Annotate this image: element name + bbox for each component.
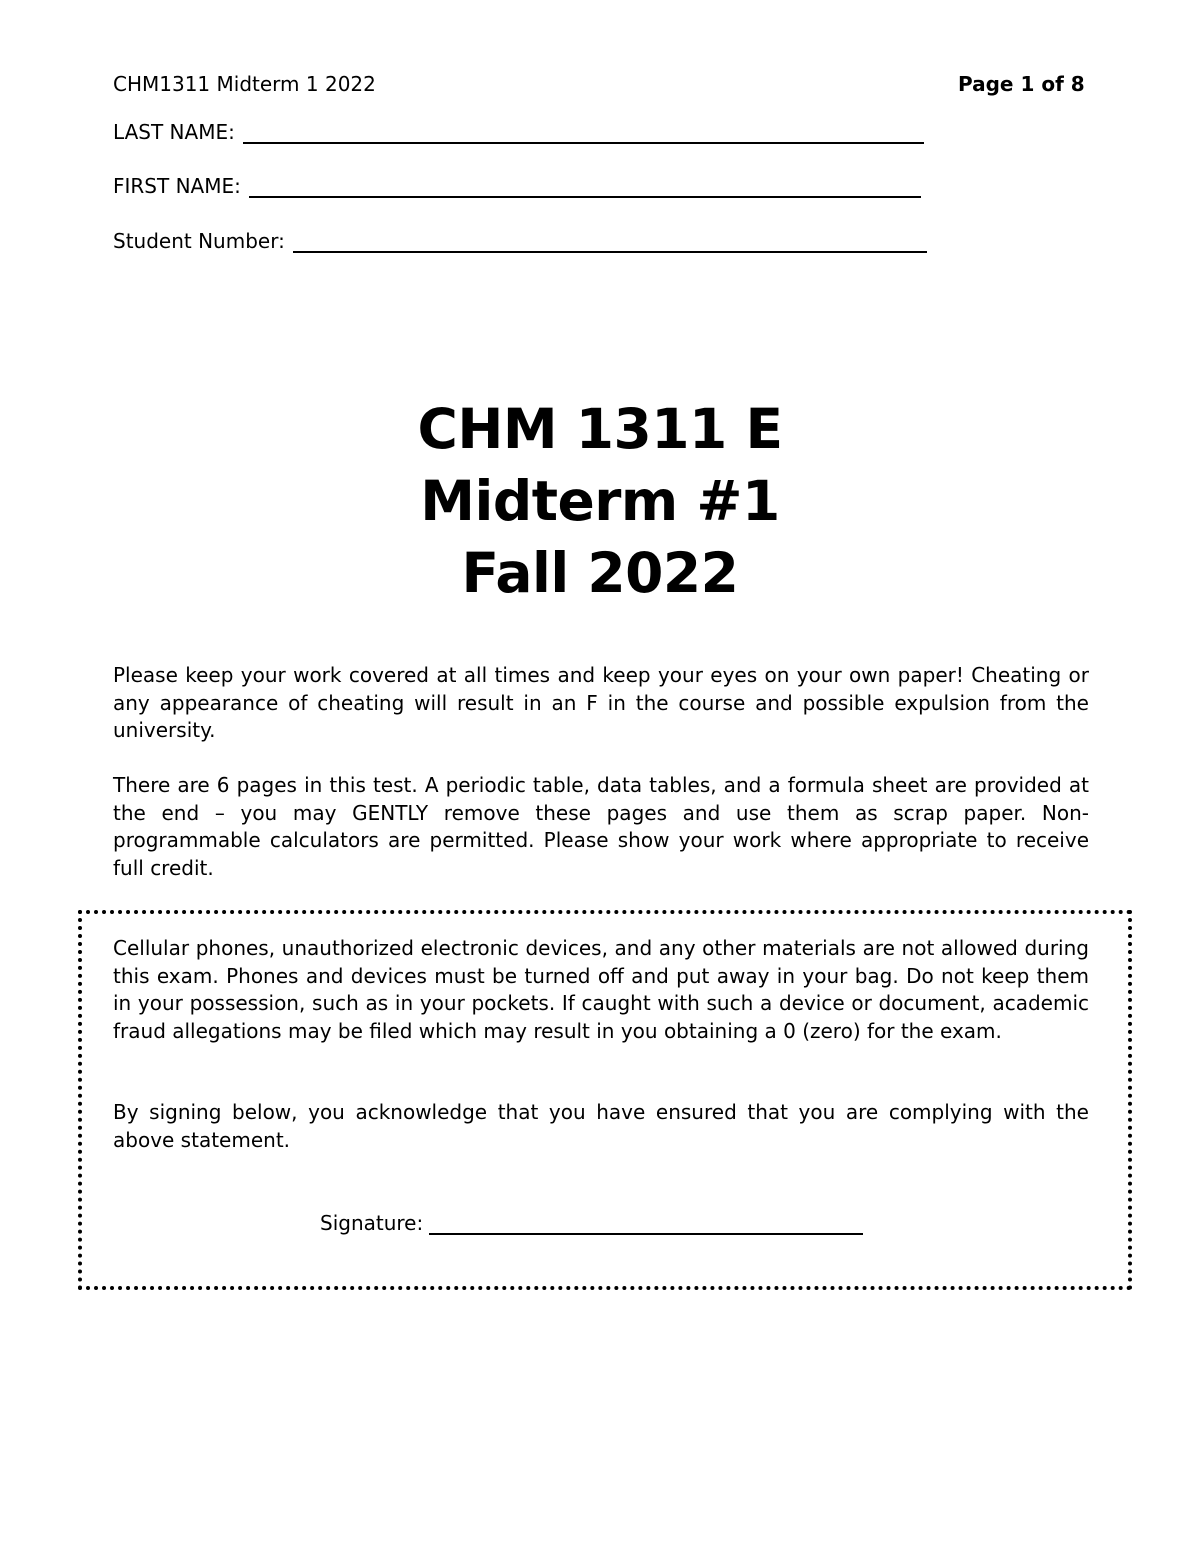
notice-paragraph-2: By signing below, you acknowledge that you have ensured that you are complying with the above statement. bbox=[113, 1100, 1089, 1152]
notice-paragraph-1: Cellular phones, unauthorized electronic devices, and any other materials are not allowed during this exam. Phones and devices must be turned off and put away in your bag. Do not keep them in your possession, such as in your pockets. If caught with such a device or document, academic fraud allegations may be filed which may result in you obtaining a 0 (zero) for the exam. bbox=[113, 936, 1089, 1043]
signature-line[interactable] bbox=[429, 1209, 863, 1235]
first-name-line[interactable] bbox=[249, 172, 921, 198]
instructions-paragraph-1: Please keep your work covered at all times and keep your eyes on your own paper! Cheating or any appearance of cheating will result in an F in the course and possible expulsion from the university. bbox=[113, 663, 1089, 742]
first-name-label: FIRST NAME: bbox=[113, 174, 241, 198]
student-number-line[interactable] bbox=[293, 227, 927, 253]
last-name-line[interactable] bbox=[243, 118, 924, 144]
title-term: Fall 2022 bbox=[461, 541, 739, 605]
exam-title bbox=[0, 393, 1200, 609]
signature-field bbox=[320, 1205, 863, 1235]
signature-label: Signature: bbox=[320, 1211, 424, 1235]
title-course: CHM 1311 E bbox=[417, 397, 783, 461]
first-name-field bbox=[113, 168, 921, 198]
title-exam: Midterm #1 bbox=[420, 469, 780, 533]
exam-header-title: CHM1311 Midterm 1 2022 bbox=[113, 72, 376, 96]
last-name-field bbox=[113, 114, 924, 144]
instructions-paragraph-2: There are 6 pages in this test. A periodic table, data tables, and a formula sheet are provided at the end – you may GENTLY remove these pages and use them as scrap paper. Non-programmable calculators are permitted. Please show your work where appropriate to receive full credit. bbox=[113, 773, 1089, 880]
student-number-field bbox=[113, 223, 927, 253]
page-indicator: Page 1 of 8 bbox=[958, 72, 1085, 96]
last-name-label: LAST NAME: bbox=[113, 120, 235, 144]
student-number-label: Student Number: bbox=[113, 229, 285, 253]
